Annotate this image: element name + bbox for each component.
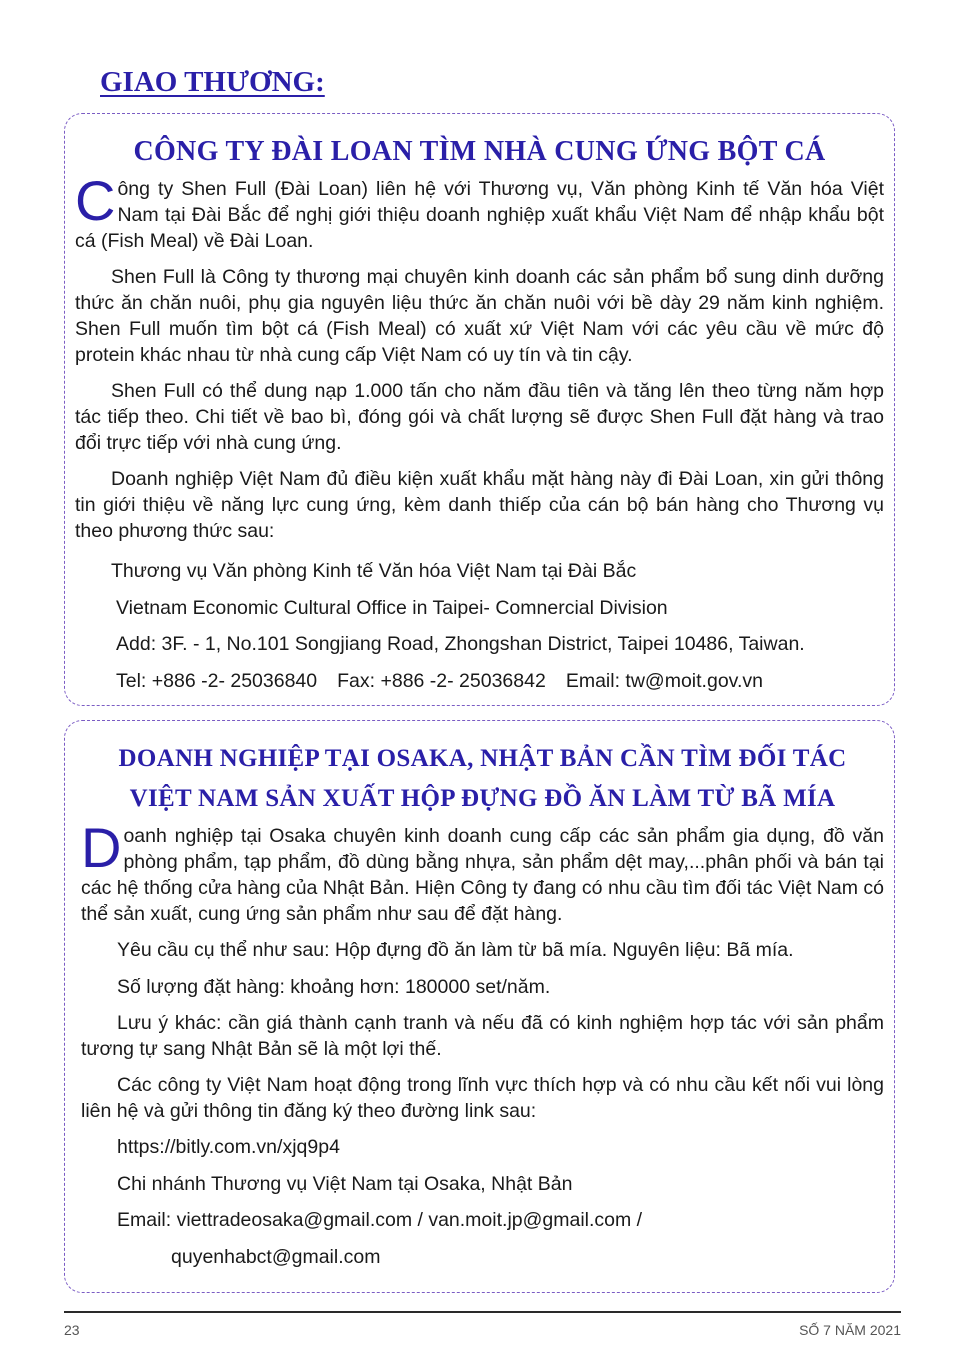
article-title-line-1: DOANH NGHIỆP TẠI OSAKA, NHẬT BẢN CẦN TÌM ĐỐI TÁC: [118, 745, 847, 772]
dropcap: C: [75, 169, 116, 232]
article-paragraph: Shen Full là Công ty thương mại chuyên kinh doanh các sản phẩm bổ sung dinh dưỡng thức ăn chăn nuôi, phụ gia nguyên liệu thức ăn chăn nuôi với bề dày 29 năm kinh nghiệm. Shen Full muốn tìm bột cá (Fish Meal) có xuất xứ Việt Nam với các yêu cầu về mức độ protein khác nhau từ nhà cung cấp Việt Nam có uy tín và tin cậy.: [75, 266, 884, 366]
call-paragraph: Các công ty Việt Nam hoạt động trong lĩnh vực thích hợp và có nhu cầu kết nối vui lòng liên hệ và gửi thông tin đăng ký theo đường link sau:: [81, 1074, 884, 1122]
article-box-fish-meal: [64, 113, 895, 706]
dropcap: D: [81, 816, 122, 879]
email-link[interactable]: Email: tw@moit.gov.vn: [565, 669, 763, 692]
note-paragraph: Lưu ý khác: cần giá thành cạnh tranh và nếu đã có kinh nghiệm hợp tác với sản phẩm tương tự sang Nhật Bản sẽ là một lợi thế.: [81, 1012, 884, 1060]
office-name-vn: Thương vụ Văn phòng Kinh tế Văn hóa Việt Nam tại Đài Bắc: [111, 560, 637, 582]
contact-row: [75, 668, 884, 694]
office-address: Add: 3F. - 1, No.101 Songjiang Road, Zhongshan District, Taipei 10486, Taiwan.: [116, 633, 805, 655]
footer-divider: [64, 1311, 901, 1313]
article-paragraph: Doanh nghiệp Việt Nam đủ điều kiện xuất khẩu mặt hàng này đi Đài Loan, xin gửi thông tin giới thiệu về năng lực cung ứng, kèm danh thiếp của cán bộ bán hàng cho Thương vụ theo phương thức sau:: [75, 468, 884, 542]
article-paragraph: Doanh nghiệp tại Osaka chuyên kinh doanh cung cấp các sản phẩm gia dụng, đồ văn phòng phẩm, tạp phẩm, đồ dùng bằng nhựa, sản phẩm dệt may,...phân phối và bán tại các hệ thống cửa hàng của Nhật Bản. Hiện Công ty đang có nhu cầu tìm đối tác Việt Nam có thể sản xuất, cung ứng sản phẩm như sau để đặt hàng.: [81, 816, 884, 925]
issue-label: SỐ 7 NĂM 2021: [799, 1322, 901, 1338]
registration-link[interactable]: https://bitly.com.vn/xjq9p4: [117, 1136, 340, 1158]
article-box-osaka: [64, 720, 895, 1293]
tel-number: Tel: +886 -2- 25036840: [116, 669, 318, 692]
branch-name: Chi nhánh Thương vụ Việt Nam tại Osaka, Nhật Bản: [117, 1172, 573, 1195]
requirement-line: Yêu cầu cụ thể như sau: Hộp đựng đồ ăn làm từ bã mía. Nguyên liệu: Bã mía.: [117, 939, 794, 961]
article-title: CÔNG TY ĐÀI LOAN TÌM NHÀ CUNG ỨNG BỘT CÁ: [133, 136, 826, 167]
article-paragraph: Shen Full có thể dung nạp 1.000 tấn cho năm đầu tiên và tăng lên theo từng năm hợp tác tiếp theo. Chi tiết về bao bì, đóng gói và chất lượng sẽ được Shen Full đặt hàng và trao đổi trực tiếp với nhà cung ứng.: [75, 380, 884, 454]
email-extra[interactable]: quyenhabct@gmail.com: [171, 1245, 381, 1268]
office-name-en: Vietnam Economic Cultural Office in Taipei- Comnercial Division: [116, 596, 668, 619]
section-heading: GIAO THƯƠNG:: [100, 66, 325, 98]
article-paragraph: Công ty Shen Full (Đài Loan) liên hệ với Thương vụ, Văn phòng Kinh tế Văn hóa Việt Nam tại Đài Bắc để nghị giới thiệu doanh nghiệp xuất khẩu Việt Nam để nhập khẩu bột cá (Fish Meal) về Đài Loan.: [75, 169, 884, 252]
article-title-line-2: VIỆT NAM SẢN XUẤT HỘP ĐỰNG ĐỒ ĂN LÀM TỪ BÃ MÍA: [129, 785, 836, 812]
quantity-line: Số lượng đặt hàng: khoảng hơn: 180000 set/năm.: [117, 975, 551, 998]
fax-number: Fax: +886 -2- 25036842: [337, 669, 546, 692]
page-number: 23: [64, 1322, 80, 1338]
email-line[interactable]: Email: viettradeosaka@gmail.com / van.moit.jp@gmail.com /: [117, 1209, 643, 1231]
